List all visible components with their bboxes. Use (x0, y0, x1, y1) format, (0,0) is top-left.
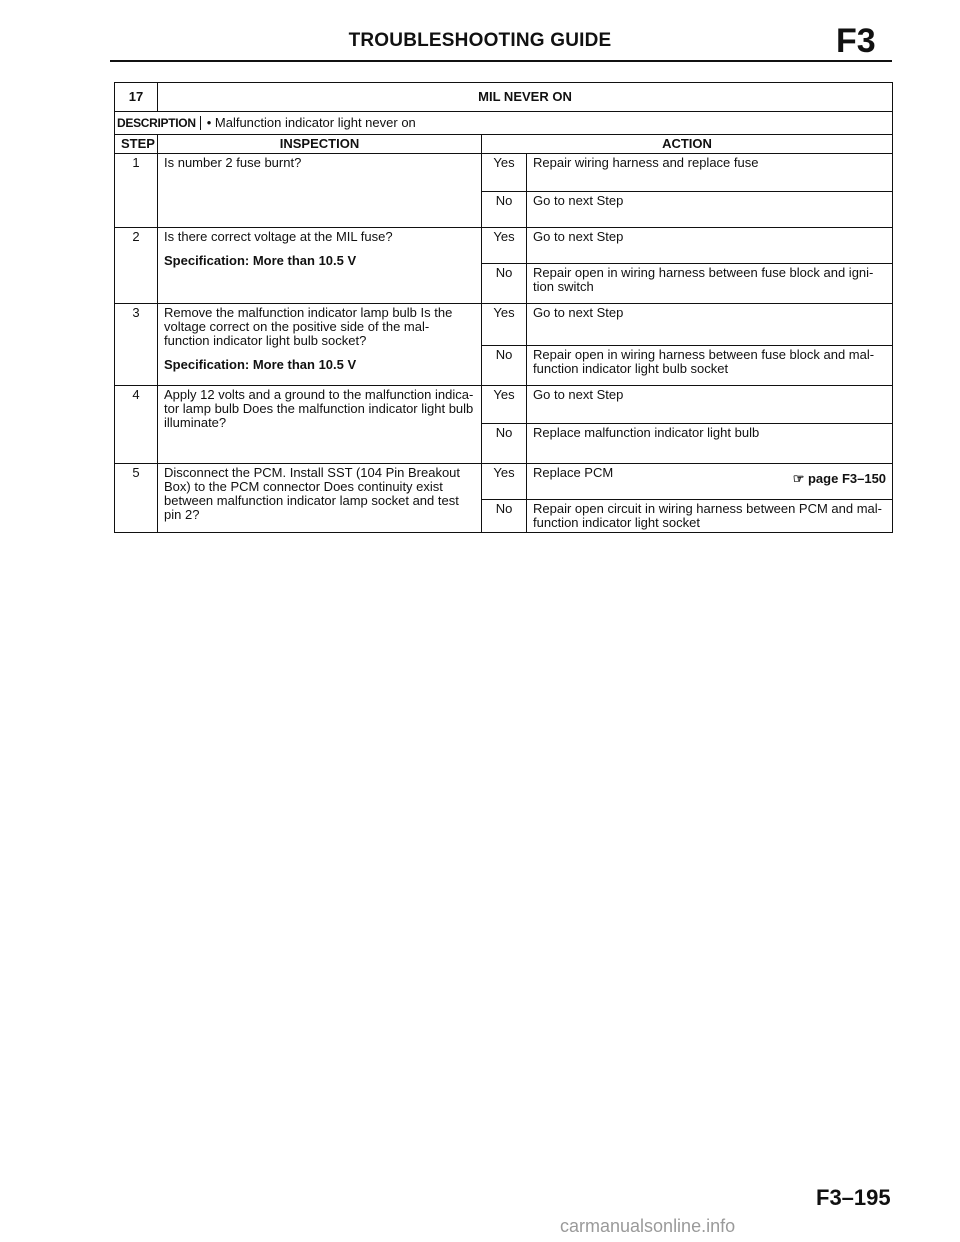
yes-action (527, 154, 893, 192)
step-number: 1 (115, 154, 158, 228)
no-action: Replace malfunction indicator light bulb (527, 424, 893, 464)
inspection-text: Is number 2 fuse burnt? (164, 155, 302, 170)
step-inspection (158, 464, 482, 533)
yes-action-text: Go to next Step (533, 229, 624, 244)
yes-action-text: Go to next Step (533, 305, 624, 320)
inspection-spec: Specification: More than 10.5 V (164, 253, 357, 268)
section-code: F3 (836, 22, 876, 60)
step-inspection (158, 154, 482, 228)
yes-label: Yes (482, 464, 527, 500)
yes-action-text: Go to next Step (533, 387, 624, 402)
step-inspection (158, 386, 482, 464)
step-row-yes (115, 304, 893, 346)
no-action: Go to next Step (527, 192, 893, 228)
table-title: MIL NEVER ON (158, 83, 893, 112)
step-row-yes (115, 464, 893, 500)
yes-label: Yes (482, 154, 527, 192)
col-action-header: ACTION (482, 135, 893, 154)
description-row (115, 112, 893, 135)
step-number: 2 (115, 228, 158, 304)
yes-action (527, 304, 893, 346)
steps-body (115, 154, 893, 533)
column-header-row (115, 135, 893, 154)
yes-action (527, 228, 893, 264)
yes-action-text: Repair wiring harness and replace fuse (533, 155, 759, 170)
step-number: 4 (115, 386, 158, 464)
inspection-text: Remove the malfunction indicator lamp bulb Is the voltage correct on the positive side of the mal- function indicator light bulb socket? (164, 305, 453, 348)
description-cell (115, 112, 893, 135)
step-row-yes (115, 386, 893, 424)
page-number: F3–195 (816, 1185, 891, 1210)
table-title-row (115, 83, 893, 112)
col-inspection-header: INSPECTION (158, 135, 482, 154)
step-row-yes (115, 154, 893, 192)
watermark-text: carmanualsonline.info (560, 1216, 736, 1236)
step-number: 3 (115, 304, 158, 386)
no-action: Repair open in wiring harness between fuse block and igni- tion switch (527, 264, 893, 304)
page-title: TROUBLESHOOTING GUIDE (348, 30, 612, 51)
step-inspection (158, 304, 482, 386)
no-label: No (482, 500, 527, 533)
no-label: No (482, 192, 527, 228)
step-number: 5 (115, 464, 158, 533)
yes-action (527, 386, 893, 424)
table-number: 17 (115, 83, 158, 112)
step-row-yes (115, 228, 893, 264)
yes-label: Yes (482, 304, 527, 346)
yes-action (527, 464, 893, 500)
page-reference: ☞ page F3–150 (792, 471, 887, 486)
no-action: Repair open in wiring harness between fuse block and mal- function indicator light bulb socket (527, 346, 893, 386)
yes-label: Yes (482, 386, 527, 424)
header-rule (110, 60, 892, 62)
step-inspection (158, 228, 482, 304)
no-label: No (482, 424, 527, 464)
description-text: • Malfunction indicator light never on (206, 115, 416, 130)
yes-action-text: Replace PCM (533, 465, 614, 480)
inspection-text: Apply 12 volts and a ground to the malfunction indica- tor lamp bulb Does the malfunction indicator light bulb illuminate? (164, 387, 474, 430)
inspection-text: Is there correct voltage at the MIL fuse? (164, 229, 393, 244)
inspection-spec: Specification: More than 10.5 V (164, 357, 357, 372)
troubleshooting-table (114, 82, 893, 533)
yes-label: Yes (482, 228, 527, 264)
no-label: No (482, 264, 527, 304)
no-label: No (482, 346, 527, 386)
description-label: DESCRIPTION (117, 116, 201, 130)
no-action: Repair open circuit in wiring harness between PCM and mal- function indicator light socket (527, 500, 893, 533)
inspection-text: Disconnect the PCM. Install SST (104 Pin Breakout Box) to the PCM connector Does continuity exist between malfunction indicator lamp socket and test pin 2? (164, 465, 461, 522)
col-step-header: STEP (115, 135, 158, 154)
